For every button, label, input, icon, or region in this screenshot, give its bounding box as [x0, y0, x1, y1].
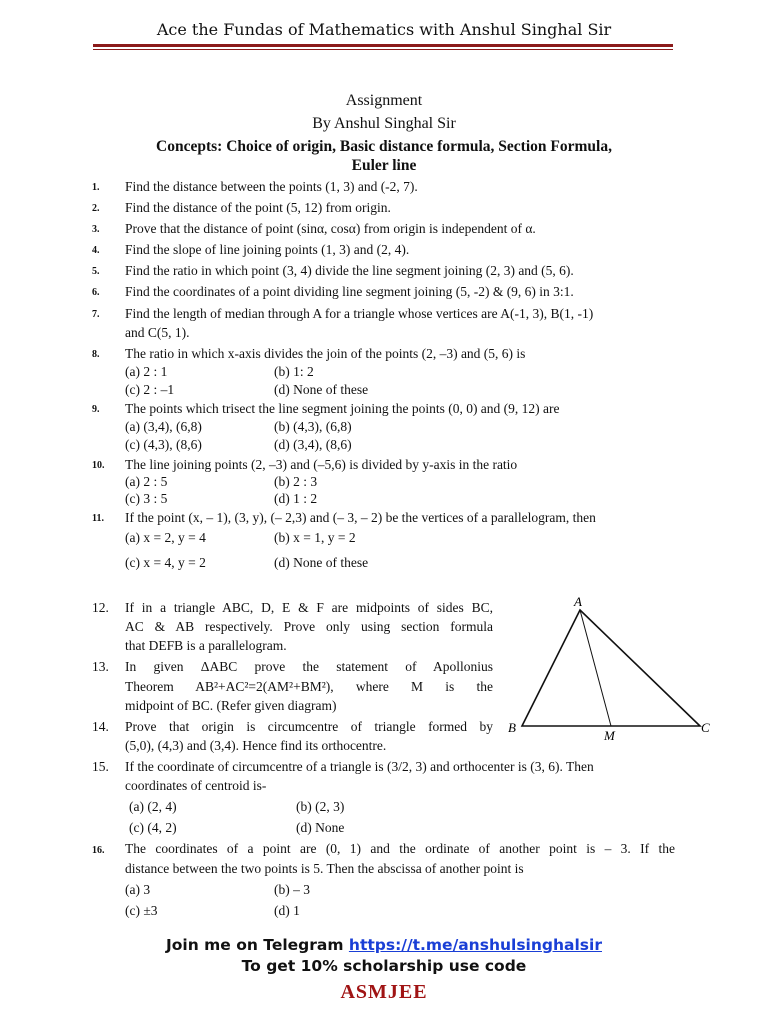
question-number: 6. — [92, 287, 100, 298]
question-text: Find the coordinates of a point dividing line segment joining (5, -2) & (9, 6) in 3:1. — [125, 284, 574, 299]
triangle-diagram — [500, 588, 730, 746]
question-number: 2. — [92, 203, 100, 214]
header-rule-thin — [93, 49, 673, 50]
option-a: (a) x = 2, y = 4 — [125, 530, 206, 545]
question-text: Find the distance between the points (1, 3) and (-2, 7). — [125, 179, 418, 194]
question-number: 7. — [92, 309, 100, 320]
header-title: Ace the Fundas of Mathematics with Anshul Singhal Sir — [156, 20, 612, 39]
question-number: 10. — [92, 460, 105, 471]
option-d: (d) 1 — [274, 903, 300, 918]
median-am — [580, 610, 611, 726]
question-text-cont: and C(5, 1). — [125, 325, 190, 340]
option-a: (a) 3 — [125, 882, 151, 897]
question-text-cont: that DEFB is a parallelogram. — [125, 638, 287, 653]
option-b: (b) (2, 3) — [296, 799, 345, 814]
question-text: The line joining points (2, –3) and (–5,6) is divided by y-axis in the ratio — [125, 457, 518, 472]
question-text-cont: AC & AB respectively. Prove only using section formula — [125, 619, 493, 634]
question-text-cont: Theorem AB²+AC²=2(AM²+BM²), where M is the — [125, 679, 493, 694]
vertex-label-c: C — [701, 720, 710, 735]
question-text: The ratio in which x-axis divides the join of the points (2, –3) and (5, 6) is — [125, 346, 526, 361]
question-text-cont: coordinates of centroid is- — [125, 778, 267, 793]
assignment-byline: By Anshul Singhal Sir — [312, 115, 456, 132]
question-text: If the point (x, – 1), (3, y), (– 2,3) and (– 3, – 2) be the vertices of a parallelogram, then — [125, 510, 596, 525]
vertex-label-a: A — [574, 594, 582, 609]
scholarship-code: ASMJEE — [340, 981, 428, 1003]
vertex-label-b: B — [508, 720, 516, 735]
option-d: (d) None — [296, 820, 345, 835]
telegram-link[interactable]: https://t.me/anshulsinghalsir — [348, 936, 602, 954]
triangle-abc — [522, 610, 700, 726]
question-text: The coordinates of a point are (0, 1) and the ordinate of another point is – 3. If the — [125, 841, 675, 856]
question-number: 11. — [92, 513, 104, 524]
question-text-cont: distance between the two points is 5. Then the abscissa of another point is — [125, 861, 524, 876]
option-c: (c) (4, 2) — [129, 820, 177, 835]
option-b: (b) 1: 2 — [274, 364, 314, 379]
option-c: (c) (4,3), (8,6) — [125, 437, 202, 452]
question-text: Find the slope of line joining points (1, 3) and (2, 4). — [125, 242, 410, 257]
question-text: Prove that the distance of point (sinα, cosα) from origin is independent of α. — [125, 221, 536, 236]
option-c: (c) 3 : 5 — [125, 491, 168, 506]
question-number: 3. — [92, 224, 100, 235]
option-d: (d) 1 : 2 — [274, 491, 318, 506]
question-text-cont: (5,0), (4,3) and (3,4). Hence find its orthocentre. — [125, 738, 387, 753]
question-number: 16. — [92, 845, 105, 856]
option-d: (d) None of these — [274, 382, 369, 397]
question-text: Prove that origin is circumcentre of triangle formed by — [125, 719, 493, 734]
scholarship-text: To get 10% scholarship use code — [241, 957, 527, 975]
option-b: (b) – 3 — [274, 882, 310, 897]
telegram-line — [0, 936, 768, 954]
header-rule-thick — [93, 44, 673, 47]
assignment-title: Assignment — [345, 92, 423, 109]
question-number: 14. — [92, 719, 109, 734]
option-b: (b) x = 1, y = 2 — [274, 530, 356, 545]
option-d: (d) (3,4), (8,6) — [274, 437, 352, 452]
option-c: (c) ±3 — [125, 903, 158, 918]
question-text: If in a triangle ABC, D, E & F are midpoints of sides BC, — [125, 600, 493, 615]
question-number: 1. — [92, 182, 100, 193]
question-text: Find the length of median through A for a triangle whose vertices are A(-1, 3), B(1, -1) — [125, 306, 594, 321]
question-number: 8. — [92, 349, 100, 360]
option-c: (c) x = 4, y = 2 — [125, 555, 206, 570]
option-a: (a) (3,4), (6,8) — [125, 419, 202, 434]
option-b: (b) 2 : 3 — [274, 474, 318, 489]
option-c: (c) 2 : –1 — [125, 382, 175, 397]
concepts-heading: Concepts: Choice of origin, Basic distance formula, Section Formula, — [156, 138, 612, 155]
option-a: (a) (2, 4) — [129, 799, 177, 814]
question-text-cont: midpoint of BC. (Refer given diagram) — [125, 698, 337, 713]
question-number: 4. — [92, 245, 100, 256]
question-text: If the coordinate of circumcentre of a triangle is (3/2, 3) and orthocenter is (3, 6). Then — [125, 759, 594, 774]
option-a: (a) 2 : 1 — [125, 364, 168, 379]
question-number: 15. — [92, 759, 109, 774]
question-number: 12. — [92, 600, 109, 615]
telegram-prefix: Join me on Telegram — [166, 936, 349, 954]
midpoint-label-m: M — [604, 728, 615, 743]
question-number: 5. — [92, 266, 100, 277]
question-text: Find the ratio in which point (3, 4) divide the line segment joining (2, 3) and (5, 6). — [125, 263, 574, 278]
option-a: (a) 2 : 5 — [125, 474, 168, 489]
concepts-heading-cont: Euler line — [351, 157, 417, 174]
question-number: 9. — [92, 404, 100, 415]
question-text: The points which trisect the line segment joining the points (0, 0) and (9, 12) are — [125, 401, 560, 416]
question-number: 13. — [92, 659, 109, 674]
option-d: (d) None of these — [274, 555, 369, 570]
question-text: In given ΔABC prove the statement of Apollonius — [125, 659, 493, 674]
option-b: (b) (4,3), (6,8) — [274, 419, 352, 434]
question-text: Find the distance of the point (5, 12) from origin. — [125, 200, 391, 215]
